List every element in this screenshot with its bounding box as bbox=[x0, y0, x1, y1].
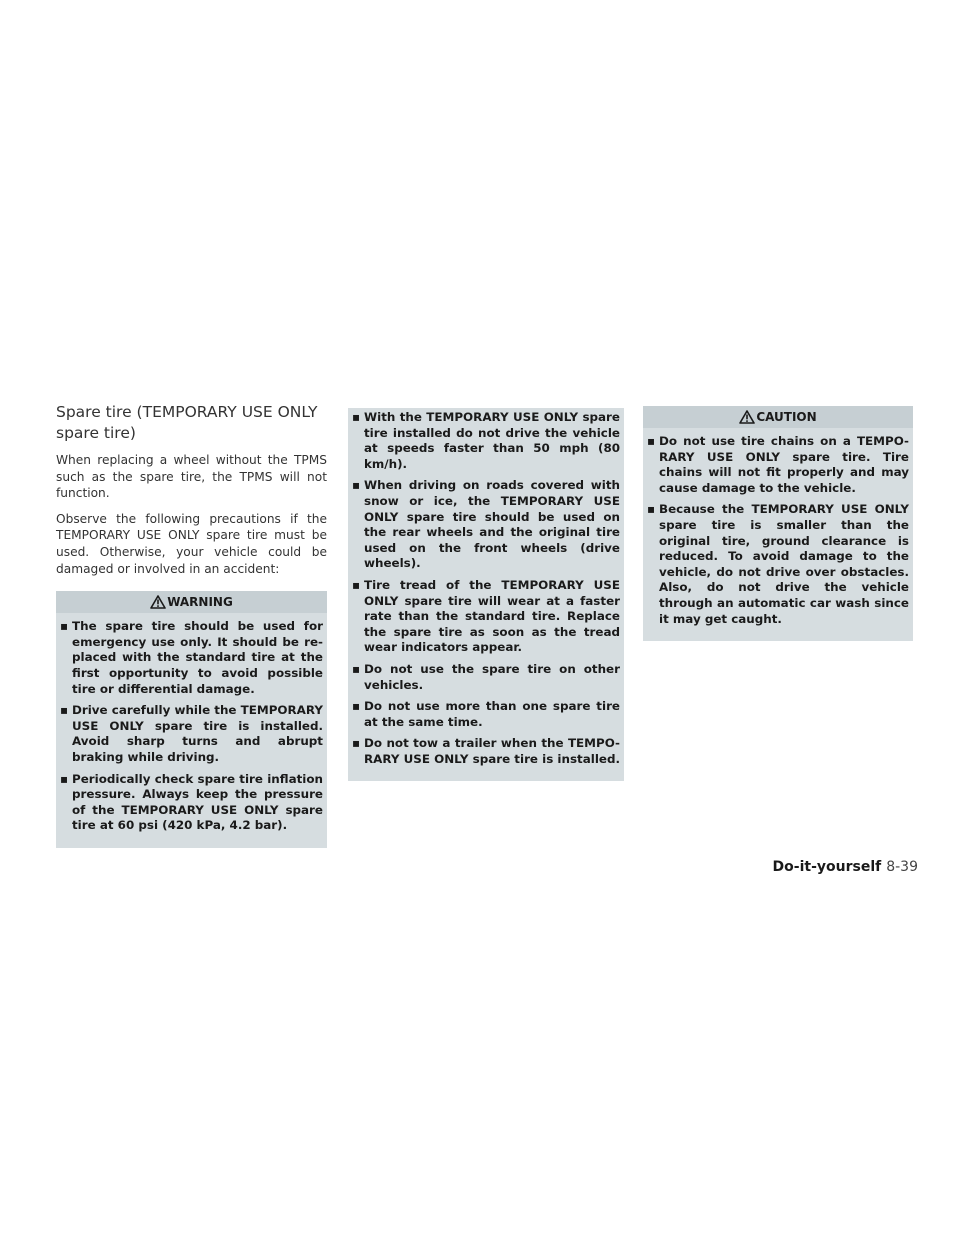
footer-section-name: Do-it-yourself bbox=[772, 859, 882, 875]
warning-box bbox=[56, 591, 327, 848]
warning-continued-box bbox=[348, 408, 624, 781]
warning-triangle-icon bbox=[150, 595, 166, 609]
caution-list bbox=[643, 428, 913, 627]
intro-paragraph-2: Observe the following precautions if the TEMPORARY USE ONLY spare tire must be used. Otherwise, your vehicle could be damaged or involved in an accident: bbox=[56, 511, 327, 576]
list-item: ▪ Because the TEMPORARY USE ONLY spare tire is smaller than the original tire, ground clearance is reduced. To avoid damage to the vehicle, do not drive over obstacles. Also, do not drive the vehicle through an automatic car wash since it may get caught. bbox=[647, 502, 909, 627]
list-item: ▪ The spare tire should be used for emergency use only. It should be re- placed with the standard tire at the first opportunity to avoid possible tire or differential damage. bbox=[60, 619, 323, 697]
warning-label: WARNING bbox=[167, 595, 233, 610]
middle-column bbox=[348, 408, 624, 781]
list-item: ▪ Do not use more than one spare tire at the same time. bbox=[352, 699, 620, 730]
list-item: ▪ Drive carefully while the TEMPORARY USE ONLY spare tire is installed. Avoid sharp turns and abrupt braking while driving. bbox=[60, 703, 323, 765]
section-title bbox=[56, 402, 327, 444]
list-item: ▪ With the TEMPORARY USE ONLY spare tire installed do not drive the vehicle at speeds faster than 50 mph (80 km/h). bbox=[352, 410, 620, 472]
section-title-line2: spare tire) bbox=[56, 424, 136, 442]
page-footer bbox=[773, 859, 918, 875]
list-item: ▪ Tire tread of the TEMPORARY USE ONLY spare tire will wear at a faster rate than the standard tire. Replace the spare tire as soon as the tread wear indicators appear. bbox=[352, 578, 620, 656]
right-column bbox=[643, 406, 913, 641]
intro-paragraph-1: When replacing a wheel without the TPMS such as the spare tire, the TPMS will not function. bbox=[56, 453, 327, 501]
caution-box bbox=[643, 406, 913, 641]
caution-triangle-icon bbox=[739, 410, 755, 424]
warning-header bbox=[56, 591, 327, 613]
section-title-line1: Spare tire (TEMPORARY USE ONLY bbox=[56, 403, 318, 421]
caution-header bbox=[643, 406, 913, 428]
list-item: ▪ When driving on roads covered with snow or ice, the TEMPORARY USE ONLY spare tire should be used on the rear wheels and the original tire used on the front wheels (drive wheels). bbox=[352, 478, 620, 572]
warning-list bbox=[56, 613, 327, 834]
list-item: ▪ Do not tow a trailer when the TEMPO- RARY USE ONLY spare tire is installed. bbox=[352, 736, 620, 767]
list-item: ▪ Periodically check spare tire inflation pressure. Always keep the pressure of the TEMPORARY USE ONLY spare tire at 60 psi (420 kPa, 4.2 bar). bbox=[60, 772, 323, 834]
warning-continued-list bbox=[348, 410, 624, 767]
list-item: ▪ Do not use the spare tire on other vehicles. bbox=[352, 662, 620, 693]
left-column bbox=[56, 402, 327, 848]
list-item: ▪ Do not use tire chains on a TEMPO- RARY USE ONLY spare tire. Tire chains will not fit properly and may cause damage to the vehicle. bbox=[647, 434, 909, 496]
caution-label: CAUTION bbox=[756, 410, 817, 424]
page-number: 8-39 bbox=[886, 859, 918, 875]
